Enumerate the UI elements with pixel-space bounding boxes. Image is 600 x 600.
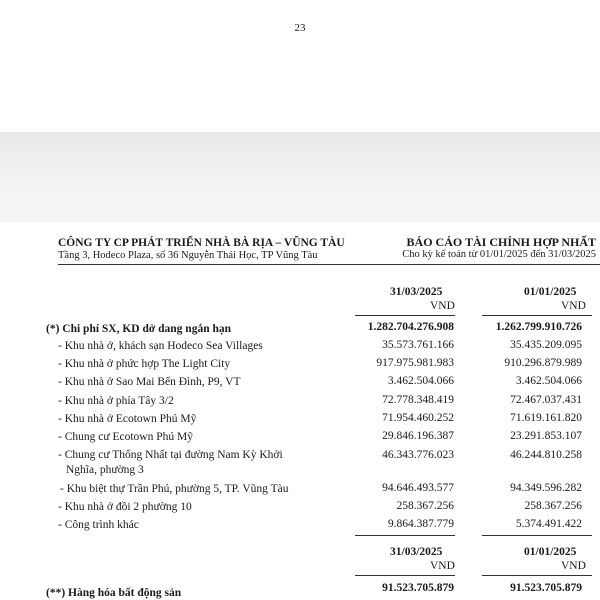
column-rule-current (355, 535, 455, 536)
page-separator (0, 132, 600, 232)
company-address: Tầng 3, Hodeco Plaza, số 36 Nguyễn Thái Học, TP Vũng Tàu (58, 250, 318, 261)
report-title: BÁO CÁO TÀI CHÍNH HỢP NHẤT (406, 235, 596, 249)
column-rule-previous (482, 575, 592, 576)
row-value-previous: 94.349.596.282 (510, 482, 582, 494)
report-period: Cho kỳ kế toán từ 01/01/2025 đến 31/03/2025 (402, 249, 596, 260)
row-value-previous: 35.435.209.095 (510, 339, 582, 351)
row-value-current: 9.864.387.779 (387, 518, 454, 530)
row-value-previous: 258.367.256 (524, 500, 582, 512)
column-unit-previous: VND (561, 300, 586, 312)
row-label: - Khu nhà ở Ecotown Phú Mỹ (58, 413, 197, 425)
column-unit-previous: VND (561, 560, 586, 572)
column-rule-current (355, 575, 455, 576)
row-value-current: 72.778.348.419 (382, 394, 454, 406)
row-value-previous: 71.619.161.820 (510, 412, 582, 424)
column-rule-previous (482, 315, 592, 316)
row-value-current: 35.573.761.166 (382, 339, 454, 351)
section-total-current: 91.523.705.879 (382, 582, 454, 594)
column-unit-current: VND (430, 300, 455, 312)
section-total-previous: 91.523.705.879 (510, 582, 582, 594)
row-label: - Khu nhà ở phía Tây 3/2 (58, 395, 174, 407)
column-rule-previous (482, 535, 592, 536)
section-total-previous: 1.262.799.910.726 (495, 321, 582, 333)
row-value-current: 29.846.196.387 (382, 430, 454, 442)
column-unit-current: VND (430, 560, 455, 572)
section-title: (*) Chi phí SX, KD dở dang ngắn hạn (46, 323, 232, 335)
column-date-current: 31/03/2025 (390, 546, 443, 558)
header-divider (58, 264, 600, 265)
row-label-continued: Nghĩa, phường 3 (66, 464, 144, 476)
row-value-current: 71.954.460.252 (382, 412, 454, 424)
row-value-current: 94.646.493.577 (382, 482, 454, 494)
row-value-previous: 72.467.037.431 (510, 394, 582, 406)
column-date-current: 31/03/2025 (390, 286, 443, 298)
company-name: CÔNG TY CP PHÁT TRIỂN NHÀ BÀ RỊA – VŨNG TÀU (58, 237, 345, 249)
row-label: - Công trình khác (58, 519, 139, 531)
column-date-previous: 01/01/2025 (524, 546, 577, 558)
column-rule-current (355, 315, 455, 316)
row-label: - Chung cư Ecotown Phú Mỹ (58, 431, 193, 443)
row-label: - Khu nhà ở, khách sạn Hodeco Sea Villages (58, 340, 263, 352)
row-value-current: 917.975.981.983 (376, 357, 454, 369)
row-label: - Khu nhà ở Sao Mai Bến Đình, P9, VT (58, 376, 241, 388)
row-label: - Khu biệt thự Trần Phú, phường 5, TP. Vũng Tàu (60, 483, 289, 495)
previous-page-bottom (0, 0, 600, 132)
section-total-current: 1.282.704.276.908 (367, 321, 454, 333)
row-value-current: 3.462.504.066 (387, 375, 454, 387)
row-value-current: 46.343.776.023 (382, 449, 454, 461)
column-date-previous: 01/01/2025 (524, 286, 577, 298)
row-value-previous: 910.296.879.989 (504, 357, 582, 369)
row-value-current: 258.367.256 (396, 500, 454, 512)
row-value-previous: 23.291.853.107 (510, 430, 582, 442)
report-page (0, 222, 600, 600)
section-title: (**) Hàng hóa bất động sản (46, 587, 182, 599)
page-number: 23 (294, 22, 306, 34)
row-label: - Chung cư Thống Nhất tại đường Nam Kỳ Khởi (58, 449, 283, 461)
row-value-previous: 46.244.810.258 (510, 449, 582, 461)
row-value-previous: 3.462.504.066 (515, 375, 582, 387)
row-label: - Khu nhà ở phức hợp The Light City (58, 358, 231, 370)
row-value-previous: 5.374.491.422 (515, 518, 582, 530)
row-label: - Khu nhà ở đồi 2 phường 10 (58, 501, 192, 513)
